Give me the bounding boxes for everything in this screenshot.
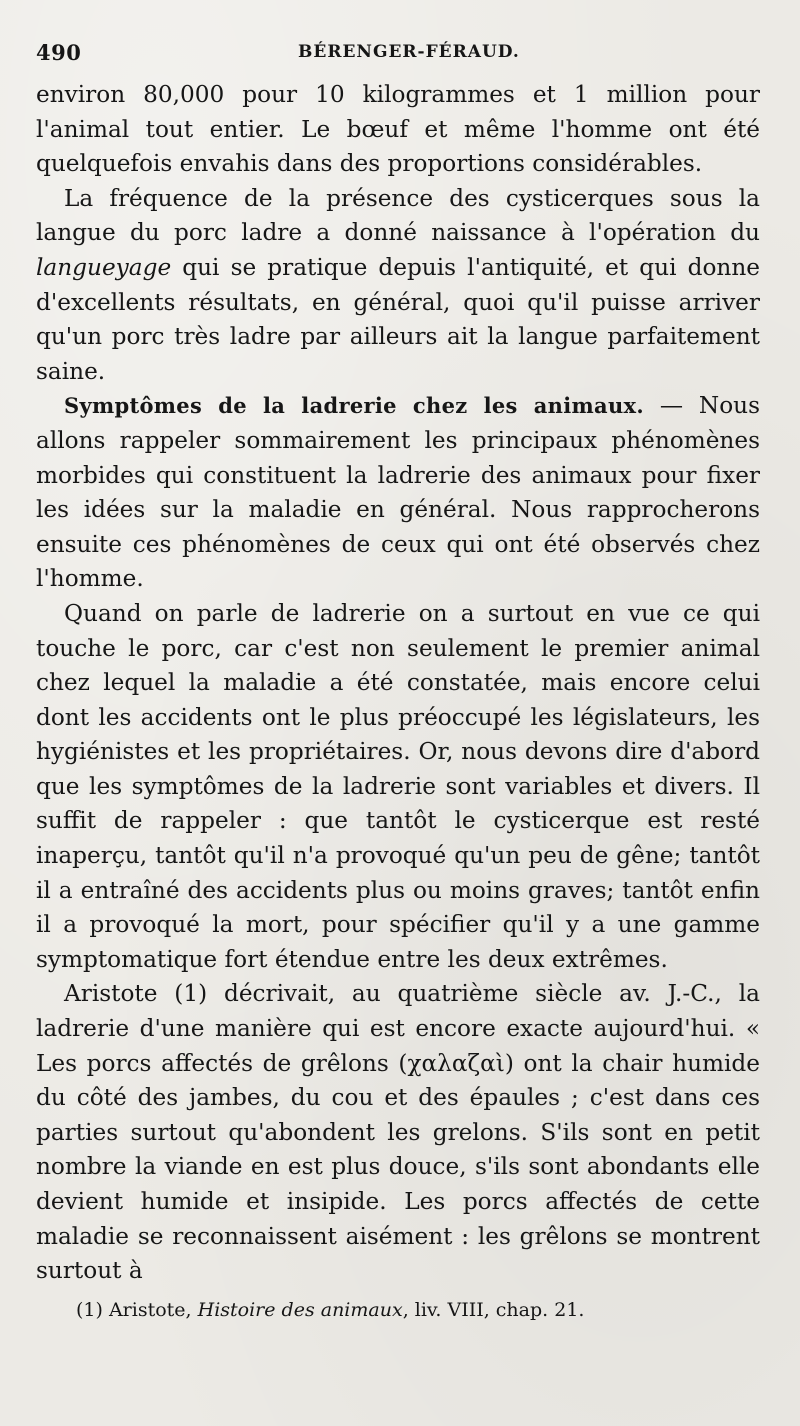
running-title: BÉRENGER-FÉRAUD. xyxy=(298,42,520,62)
paragraph-1: environ 80,000 pour 10 kilogrammes et 1 million pour l'animal tout entier. Le bœuf et même l'homme ont été quelquefois envahis dans des proportions considérables. xyxy=(36,81,760,178)
footnote-marker: (1) Aristote, xyxy=(76,1298,198,1321)
footnote-work-title: Histoire des animaux xyxy=(197,1298,403,1321)
paragraph-4: Quand on parle de ladrerie on a surtout en vue ce qui touche le porc, car c'est non seulement le premier animal chez lequel la maladie a été constatée, mais encore celui dont les accidents ont le plus préoccupé les législateurs, les hygiénistes et les propriétaires. Or, nous devons dire d'abord que les symptômes de la ladrerie sont variables et divers. Il suffit de rappeler : que tantôt le cysticerque est resté inaperçu, tantôt qu'il n'a provoqué qu'un peu de gêne; tantôt il a entraîné des accidents plus ou moins graves; tantôt enfin il a provoqué la mort, pour spécifier qu'il y a une gamme symptomatique fort étendue entre les deux extrêmes. xyxy=(36,599,760,973)
paragraph-2-italic-term: langueyage xyxy=(36,253,172,281)
paragraph-3-text: — Nous allons rappeler sommairement les principaux phénomènes morbides qui constituent la ladrerie des animaux pour fixer les idées sur la maladie en général. Nous rapprocherons ensuite ces phénomènes de ceux qui ont été observés chez l'homme. xyxy=(36,392,760,593)
footnote xyxy=(36,1297,760,1323)
footnote-reference: , liv. VIII, chap. 21. xyxy=(402,1298,585,1321)
paragraph-2 xyxy=(36,182,760,390)
page-number: 490 xyxy=(36,40,82,65)
paragraph-3 xyxy=(36,389,760,597)
section-heading: Symptômes de la ladrerie chez les animaux. xyxy=(64,393,644,419)
paragraph-5: Aristote (1) décrivait, au quatrième siècle av. J.-C., la ladrerie d'une manière qui est encore exacte aujourd'hui. « Les porcs affectés de grêlons (χαλαζαὶ) ont la chair humide du côté des jambes, du cou et des épaules ; c'est dans ces parties surtout qu'abondent les grelons. S'ils sont en petit nombre la viande en est plus douce, s'ils sont abondants elle devient humide et insipide. Les porcs affectés de cette maladie se reconnaissent aisément : les grêlons se montrent surtout à xyxy=(36,980,760,1285)
running-head xyxy=(36,38,760,78)
paragraph-2-end: qui se pratique depuis l'antiquité, et qui donne d'excellents résultats, en général, quoi qu'il puisse arriver qu'un porc très ladre par ailleurs ait la langue parfaitement saine. xyxy=(36,253,760,385)
body-text xyxy=(36,78,760,1289)
paragraph-2-start: La fréquence de la présence des cysticerques sous la langue du porc ladre a donné naissance à l'opération du xyxy=(36,184,760,247)
